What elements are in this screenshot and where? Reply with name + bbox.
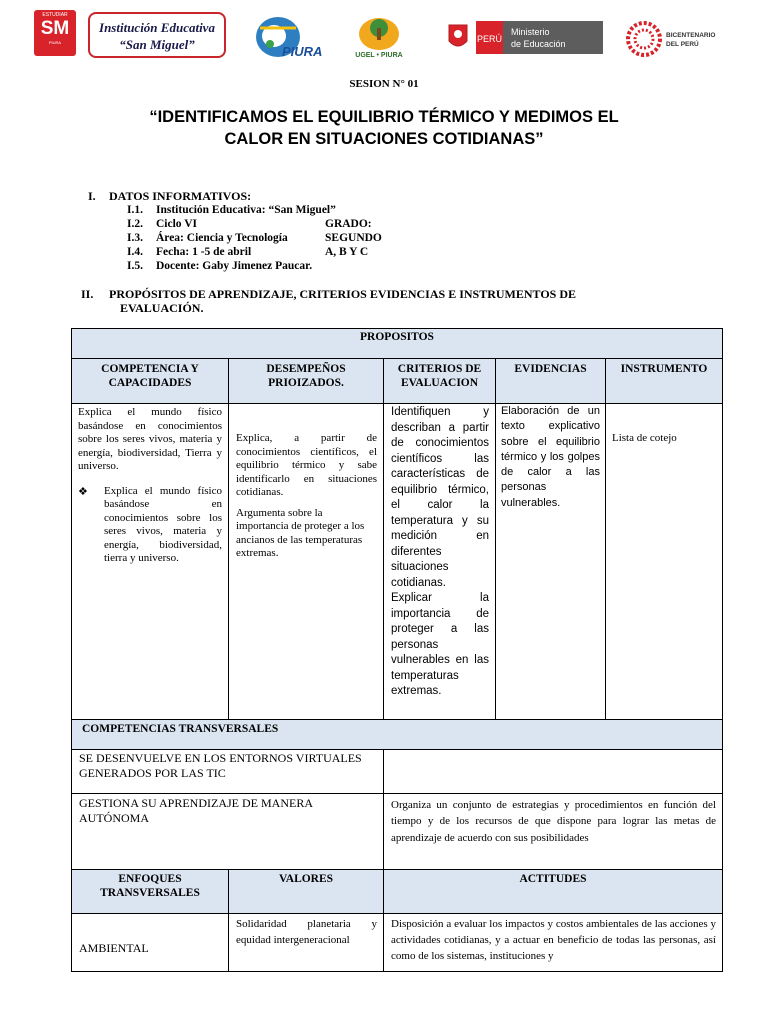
instrumento-cell (606, 404, 723, 720)
header-desempenos: DESEMPEÑOS PRIOIZADOS. (229, 359, 384, 404)
propositos-header: PROPOSITOS (72, 329, 723, 359)
school-name-line1: Institución Educativa (99, 20, 215, 35)
criterio-2: Explicar la importancia de proteger a las personas vulnerables en las temperaturas extremas. (391, 592, 489, 697)
header-instrumento: INSTRUMENTO (606, 359, 723, 404)
propositos-table (71, 328, 723, 972)
session-title-line1: “IDENTIFICAMOS EL EQUILIBRIO TÉRMICO Y MEDIMOS EL (149, 108, 619, 126)
desempeno-1: Explica, a partir de conocimientos científicos, el equilibrio térmico y sabe identificarlo en situaciones cotidianas. (236, 432, 377, 498)
bicentenario-logo (624, 19, 734, 59)
ugel-logo-text: UGEL • PIURA (355, 52, 403, 59)
sm-logo-bottom: PIURA (48, 40, 62, 45)
evidencia-text: Elaboración de un texto explicativo sobre el equilibrio térmico y los golpes de calor a las personas vulnerables. (501, 405, 600, 509)
school-logo-sm (34, 10, 76, 56)
session-title-line2: CALOR EN SITUACIONES COTIDIANAS” (224, 130, 544, 148)
table-row (72, 914, 723, 972)
session-number: SESION N° 01 (349, 78, 419, 90)
evidencias-cell (496, 404, 606, 720)
competencia-bullet-text: Explica el mundo físico basándose en conocimientos sobre los seres vivos, materia y energía, biodiversidad, tierra y universo. (104, 484, 222, 564)
ct1-desc (384, 750, 723, 794)
header-criterios: CRITERIOS DE EVALUACION (384, 359, 496, 404)
section-propositos (81, 287, 721, 315)
section1-title: DATOS INFORMATIVOS: (109, 189, 252, 203)
grado-text: GRADO: SEGUNDO A, B Y C (325, 218, 382, 258)
competencias-transversales-header: COMPETENCIAS TRANSVERSALES (72, 720, 723, 750)
datos-list (127, 203, 382, 273)
datos-item-num: I.2. (127, 218, 143, 230)
ct1-name: SE DESENVUELVE EN LOS ENTORNOS VIRTUALES GENERADOS POR LAS TIC (72, 750, 384, 794)
diamond-bullet-icon: ❖ (78, 485, 88, 498)
datos-item (127, 231, 336, 245)
ct2-desc: Organiza un conjunto de estrategias y procedimientos en función del tiempo y de los recursos de que dispone para lograr las metas de aprendizaje de acuerdo con sus posibilidades (384, 794, 723, 870)
criterios-cell (384, 404, 496, 720)
minedu-line2: de Educación (511, 39, 566, 49)
section1-number: I. (88, 189, 96, 203)
table-row (72, 794, 723, 870)
table-row (72, 750, 723, 794)
minedu-logo (445, 19, 603, 56)
criterio-1: Identifiquen y describan a partir de conocimientos científicos las características de equilibrio térmico, el calor la temperatura y su medición en diferentes situaciones cotidianas. (391, 406, 489, 589)
bicentenario-line1: BICENTENARIO (666, 32, 716, 39)
table-row (72, 870, 723, 914)
minedu-country-text: PERÚ (476, 34, 503, 44)
valor-text: Solidaridad planetaria y equidad intergeneracional (229, 914, 384, 972)
datos-item-text: Institución Educativa: “San Miguel” (156, 204, 336, 216)
section2-title-line1: PROPÓSITOS DE APRENDIZAJE, CRITERIOS EVIDENCIAS E INSTRUMENTOS DE (109, 287, 576, 301)
desempeno-2: Argumenta sobre la importancia de proteger a los ancianos de las temperaturas extremas. (236, 506, 365, 559)
header-evidencias: EVIDENCIAS (496, 359, 606, 404)
desempenos-cell (229, 404, 384, 720)
datos-item (127, 259, 336, 273)
datos-item (127, 245, 336, 259)
header-valores: VALORES (229, 870, 384, 914)
section2-title-line2: EVALUACIÓN. (120, 301, 204, 315)
actitud-text: Disposición a evaluar los impactos y costos ambientales de las acciones y actividades cotidianas, y a actuar en beneficio de todas las personas, así como de los sistemas, instituciones y (384, 914, 723, 972)
datos-item-num: I.5. (127, 260, 143, 272)
datos-item-text: Área: Ciencia y Tecnología (156, 232, 288, 244)
datos-item (127, 203, 336, 217)
school-name-box (88, 12, 226, 58)
drep-piura-logo (252, 14, 322, 60)
minedu-line1: Ministerio (511, 27, 550, 37)
ugel-piura-logo (350, 14, 408, 62)
enfoque-ambiental: AMBIENTAL (72, 914, 229, 972)
datos-item-num: I.3. (127, 232, 143, 244)
header-actitudes: ACTITUDES (384, 870, 723, 914)
school-name-line2: “San Miguel” (119, 37, 195, 52)
instrumento-text: Lista de cotejo (612, 432, 677, 444)
table-row (72, 329, 723, 359)
competencia-cell (72, 404, 229, 720)
sm-logo-letters: SM (40, 18, 70, 39)
table-row (72, 404, 723, 720)
competencia-bullet (78, 485, 222, 566)
competencia-text: Explica el mundo físico basándose en conocimientos sobre los seres vivos, materia y energía, biodiversidad, Tierra y universo. (78, 406, 222, 472)
section2-number: II. (81, 287, 94, 301)
datos-item-num: I.1. (127, 204, 143, 216)
table-row (72, 720, 723, 750)
datos-item-text: Fecha: 1 -5 de abril (156, 246, 252, 258)
bicentenario-line2: DEL PERÚ (666, 41, 699, 48)
datos-item-text: Ciclo VI (156, 218, 197, 230)
datos-item-num: I.4. (127, 246, 143, 258)
header-competencia: COMPETENCIA Y CAPACIDADES (72, 359, 229, 404)
section-datos-informativos (88, 189, 251, 203)
datos-item-text: Docente: Gaby Jimenez Paucar. (156, 260, 313, 272)
table-row (72, 359, 723, 404)
ct2-name: GESTIONA SU APRENDIZAJE DE MANERA AUTÓNOMA (72, 794, 384, 870)
header-enfoques: ENFOQUES TRANSVERSALES (72, 870, 229, 914)
sm-logo-top: ESTUDIAR (42, 12, 68, 18)
drep-logo-text: PIURA (282, 44, 322, 59)
session-title (40, 106, 728, 150)
